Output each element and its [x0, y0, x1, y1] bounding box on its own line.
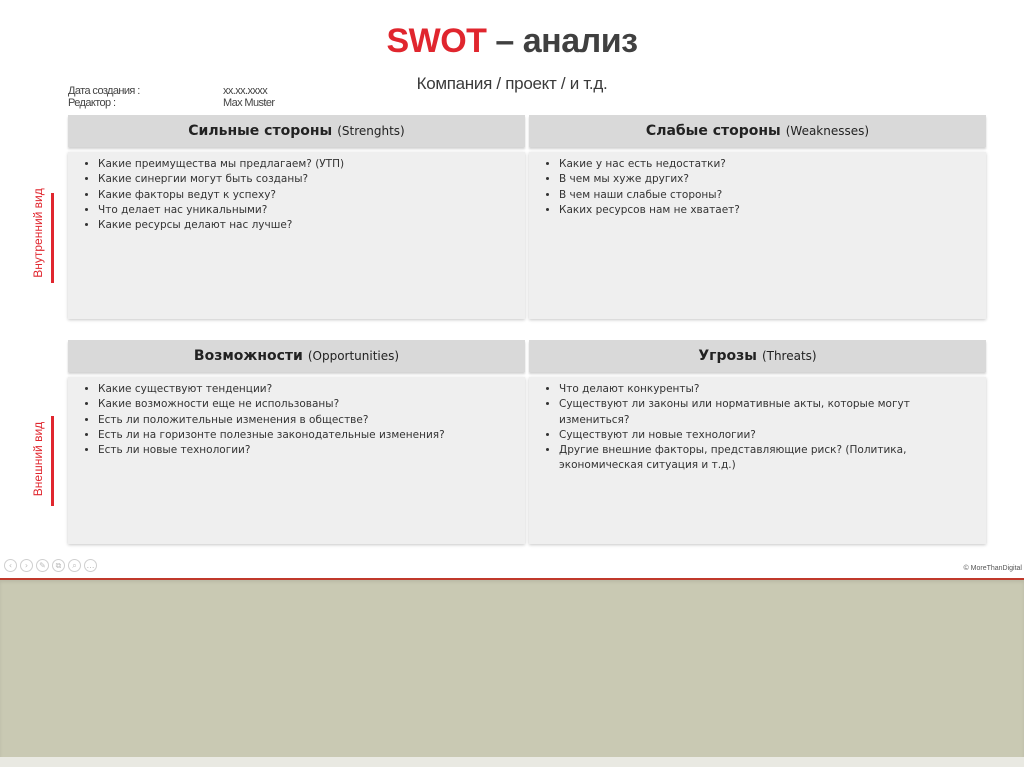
list-item: • Какие факторы ведут к успеху?: [98, 188, 515, 203]
list-item: • В чем мы хуже других?: [559, 172, 976, 187]
list-item: • Какие ресурсы делают нас лучше?: [98, 218, 515, 233]
list-item: • Какие у нас есть недостатки?: [559, 157, 976, 172]
list-item: • Есть ли положительные изменения в обществе?: [98, 413, 515, 428]
pen-icon[interactable]: ✎: [36, 559, 49, 572]
list-item: • Какие существуют тенденции?: [98, 382, 515, 397]
internal-view-bar: [51, 193, 54, 283]
next-icon[interactable]: ›: [20, 559, 33, 572]
title-analiz: – анализ: [486, 22, 638, 60]
list-item: • Есть ли на горизонте полезные законодательные изменения?: [98, 428, 515, 443]
list-item: • Каких ресурсов нам не хватает?: [559, 203, 976, 218]
list-item: • Существуют ли новые технологии?: [559, 428, 972, 443]
meta-date-label: Дата создания :: [68, 85, 140, 97]
weaknesses-header: [529, 115, 986, 147]
prev-icon[interactable]: ‹: [4, 559, 17, 572]
external-view-bar: [51, 416, 54, 506]
list-item: • Другие внешние факторы, представляющие риск? (Политика, экономическая ситуация и т.д.): [559, 443, 972, 474]
list-item: • Что делают конкуренты?: [559, 382, 972, 397]
meta-date-value: xx.xx.xxxx: [223, 85, 268, 97]
weaknesses-box: [529, 152, 986, 319]
meta-editor-label: Редактор :: [68, 97, 116, 109]
slide-subtitle: Компания / проект / и т.д.: [416, 74, 608, 93]
list-item: • В чем наши слабые стороны?: [559, 188, 976, 203]
weaknesses-title-en: (Weaknesses): [785, 124, 870, 138]
lower-panel: [0, 580, 1024, 767]
list-item: • Какие возможности еще не использованы?: [98, 397, 515, 412]
meta-editor-value: Max Muster: [223, 97, 275, 109]
slide-title: [0, 22, 1024, 61]
opportunities-box: [68, 377, 525, 544]
strengths-title-en: (Strenghts): [337, 124, 405, 138]
more-icon[interactable]: …: [84, 559, 97, 572]
weaknesses-title: Слабые стороны: [645, 123, 781, 139]
threats-title: Угрозы: [698, 348, 757, 364]
opportunities-list: [98, 382, 515, 458]
strengths-header: [68, 115, 525, 147]
threats-box: [529, 377, 986, 544]
strengths-box: [68, 152, 525, 319]
opportunities-header: [68, 340, 525, 372]
opportunities-title: Возможности: [193, 348, 303, 364]
list-item: • Существуют ли законы или нормативные акты, которые могут измениться?: [559, 397, 972, 428]
list-item: • Какие синергии могут быть созданы?: [98, 172, 515, 187]
opportunities-title-en: (Opportunities): [307, 349, 400, 363]
copyright-text: © MoreThanDigital: [963, 565, 1022, 572]
slide-toolbar: [4, 559, 97, 572]
external-view-label: Внешний вид: [31, 421, 45, 497]
zoom-icon[interactable]: ⌕: [68, 559, 81, 572]
threats-title-en: (Threats): [761, 349, 817, 363]
strengths-list: [98, 157, 515, 233]
threats-header: [529, 340, 986, 372]
strengths-title: Сильные стороны: [188, 123, 333, 139]
list-item: • Что делает нас уникальными?: [98, 203, 515, 218]
weaknesses-list: [559, 157, 976, 218]
internal-view-label: Внутренний вид: [31, 188, 45, 278]
title-swot: SWOT: [386, 22, 487, 60]
threats-list: [559, 382, 972, 474]
lower-panel-footer: [0, 757, 1024, 767]
copy-icon[interactable]: ⧉: [52, 559, 65, 572]
list-item: • Какие преимущества мы предлагаем? (УТП): [98, 157, 515, 172]
list-item: • Есть ли новые технологии?: [98, 443, 515, 458]
